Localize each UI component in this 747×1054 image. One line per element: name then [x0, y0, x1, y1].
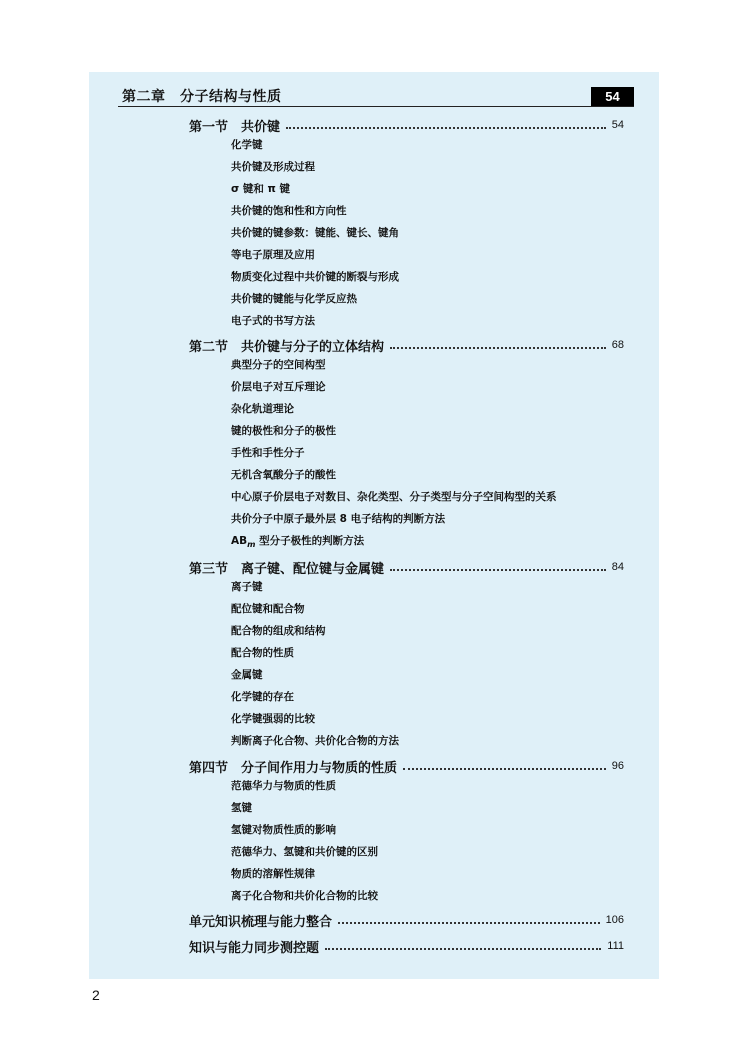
summary-title: 知识与能力同步测控题 — [189, 940, 320, 956]
dot-leader — [325, 947, 601, 950]
toc-topic-item[interactable]: 价层电子对互斥理论 — [231, 381, 326, 393]
toc-topic-item[interactable]: 范德华力、氢键和共价键的区别 — [231, 846, 378, 858]
toc-topic-item[interactable]: 键的极性和分子的极性 — [231, 425, 336, 437]
section-title: 第四节 分子间作用力与物质的性质 — [189, 760, 398, 776]
section-page-number: 68 — [611, 339, 624, 351]
dot-leader — [338, 921, 600, 924]
section-page-number: 54 — [611, 119, 624, 131]
toc-section-2[interactable] — [189, 335, 624, 355]
toc-topic-item[interactable]: 范德华力与物质的性质 — [231, 780, 336, 792]
toc-summary-1[interactable] — [189, 910, 624, 930]
toc-topic-item[interactable]: 化学键 — [231, 139, 263, 151]
toc-topic-item[interactable]: 共价键的饱和性和方向性 — [231, 205, 347, 217]
toc-topic-item[interactable]: 离子化合物和共价化合物的比较 — [231, 890, 378, 902]
section-title: 第一节 共价键 — [189, 119, 281, 135]
toc-topic-item[interactable]: 物质变化过程中共价键的断裂与形成 — [231, 271, 399, 283]
summary-page-number: 111 — [607, 940, 624, 952]
chapter-title: 第二章 分子结构与性质 — [122, 89, 282, 105]
summary-page-number: 106 — [605, 914, 624, 926]
summary-title: 单元知识梳理与能力整合 — [189, 914, 333, 930]
toc-topic-item[interactable]: 金属键 — [231, 669, 263, 681]
dot-leader — [286, 126, 606, 129]
toc-topic-item[interactable]: 共价分子中原子最外层 8 电子结构的判断方法 — [231, 513, 446, 525]
toc-topic-item[interactable]: 配位键和配合物 — [231, 603, 305, 615]
book-page-number: 2 — [92, 987, 100, 1003]
toc-section-4[interactable] — [189, 756, 624, 776]
toc-topic-item[interactable]: 氢键对物质性质的影响 — [231, 824, 336, 836]
toc-topic-item[interactable]: 共价键及形成过程 — [231, 161, 315, 173]
toc-topic-item[interactable]: 电子式的书写方法 — [231, 315, 315, 327]
toc-section-3[interactable] — [189, 557, 624, 577]
toc-topic-item[interactable]: 配合物的组成和结构 — [231, 625, 326, 637]
toc-section-1[interactable] — [189, 115, 624, 135]
section-title: 第二节 共价键与分子的立体结构 — [189, 339, 385, 355]
chapter-header — [118, 84, 634, 107]
dot-leader — [390, 346, 606, 349]
toc-topic-item[interactable]: 共价键的键能与化学反应热 — [231, 293, 357, 305]
toc-topic-item[interactable]: 无机含氧酸分子的酸性 — [231, 469, 336, 481]
toc-topic-item[interactable]: 化学键强弱的比较 — [231, 713, 315, 725]
toc-topic-item[interactable]: 杂化轨道理论 — [231, 403, 294, 415]
toc-topic-item[interactable]: 手性和手性分子 — [231, 447, 305, 459]
toc-topic-item[interactable]: 判断离子化合物、共价化合物的方法 — [231, 735, 399, 747]
toc-topic-item[interactable]: 氢键 — [231, 802, 252, 814]
section-page-number: 96 — [611, 760, 624, 772]
toc-topic-item[interactable]: 离子键 — [231, 581, 263, 593]
toc-summary-2[interactable] — [189, 936, 624, 956]
chapter-page-badge: 54 — [591, 87, 634, 106]
toc-topic-item[interactable]: 配合物的性质 — [231, 647, 294, 659]
section-title: 第三节 离子键、配位键与金属键 — [189, 561, 385, 577]
toc-topic-item[interactable]: 中心原子价层电子对数目、杂化类型、分子类型与分子空间构型的关系 — [231, 491, 557, 503]
toc-topic-item[interactable]: 典型分子的空间构型 — [231, 359, 326, 371]
toc-topic-item[interactable]: $AB_m$ 型分子极性的判断方法 — [231, 535, 365, 550]
toc-topic-item[interactable]: 等电子原理及应用 — [231, 249, 315, 261]
subscript-m: m — [247, 540, 256, 550]
section-page-number: 84 — [611, 561, 624, 573]
toc-topic-item[interactable]: σ 键和 π 键 — [231, 183, 290, 195]
toc-topic-item[interactable]: 化学键的存在 — [231, 691, 294, 703]
toc-topic-item[interactable]: 共价键的键参数：键能、键长、键角 — [231, 227, 399, 239]
dot-leader — [390, 568, 606, 571]
dot-leader — [403, 767, 606, 770]
toc-topic-item[interactable]: 物质的溶解性规律 — [231, 868, 315, 880]
